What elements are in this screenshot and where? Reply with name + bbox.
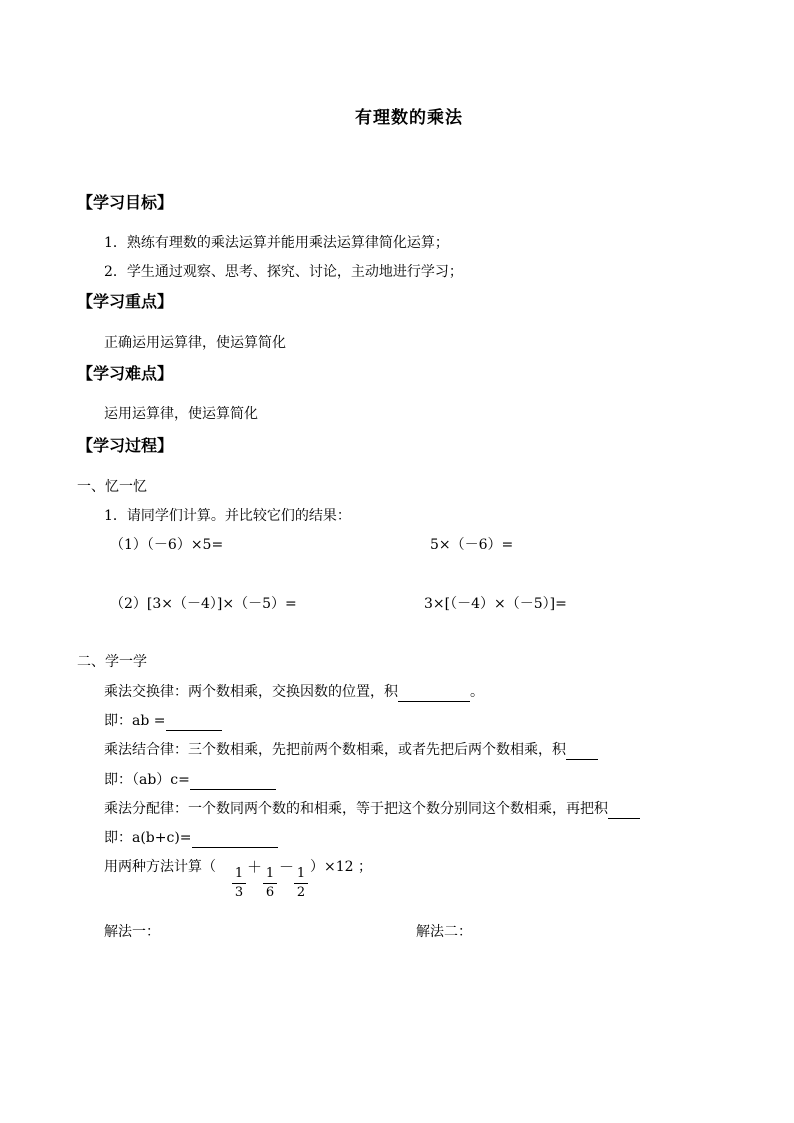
commutative-formula (104, 711, 222, 731)
calc-prefix: 用两种方法计算（ (104, 859, 216, 875)
section-1-task: 1．请同学们计算。并比较它们的结果： (104, 508, 351, 524)
associative-law (104, 740, 598, 760)
fraction-3-denominator: 2 (296, 885, 306, 900)
distributive-law (104, 799, 640, 819)
page-title: 有理数的乘法 (355, 108, 463, 128)
commutative-blank (398, 685, 470, 702)
goal-item-2: 2．学生通过观察、思考、探究、讨论，主动地进行学习； (104, 264, 463, 280)
associative-formula (104, 770, 276, 790)
commutative-law (104, 682, 484, 702)
distributive-formula (104, 828, 278, 848)
goal-item-1: 1．熟练有理数的乘法运算并能用乘法运算律简化运算； (104, 235, 449, 251)
commutative-formula-blank (166, 714, 222, 731)
key-heading: 【学习重点】 (77, 292, 174, 311)
question-1-right: 5×（－6）= (430, 537, 514, 553)
fraction-one-sixth (263, 866, 277, 901)
difficulty-heading: 【学习难点】 (77, 364, 174, 383)
fraction-3-numerator: 1 (294, 866, 308, 884)
distributive-blank (608, 802, 640, 819)
fraction-2-denominator: 6 (265, 885, 275, 900)
fraction-one-half (294, 866, 308, 901)
method-2-label: 解法二： (416, 924, 472, 940)
commutative-end: 。 (470, 684, 484, 700)
fraction-1-numerator: 1 (232, 866, 246, 884)
key-text: 正确运用运算律，使运算简化 (104, 335, 286, 351)
section-2-title: 二、学一学 (77, 654, 147, 670)
fraction-2-numerator: 1 (263, 866, 277, 884)
associative-formula-text: 即：（ab）c= (104, 772, 190, 788)
fraction-1-denominator: 3 (234, 885, 244, 900)
commutative-text: 乘法交换律：两个数相乘，交换因数的位置，积 (104, 684, 398, 700)
calc-suffix: ）×12 ； (310, 859, 372, 875)
process-heading: 【学习过程】 (77, 436, 174, 455)
distributive-formula-text: 即：a(b+c)= (104, 830, 192, 846)
distributive-formula-blank (192, 831, 278, 848)
associative-text: 乘法结合律：三个数相乘，先把前两个数相乘，或者先把后两个数相乘，积 (104, 742, 566, 758)
goals-heading: 【学习目标】 (77, 193, 174, 212)
associative-formula-blank (190, 773, 276, 790)
question-2-left: （2）[3×（－4）]×（－5）= (110, 596, 297, 612)
fraction-one-third (232, 866, 246, 901)
difficulty-text: 运用运算律，使运算简化 (104, 406, 258, 422)
method-1-label: 解法一： (104, 924, 160, 940)
question-2-right: 3×[（－4）×（－5）]= (424, 596, 567, 612)
commutative-formula-text: 即：ab = (104, 713, 166, 729)
question-1-left: （1）（－6）×5= (110, 537, 224, 553)
associative-blank (566, 743, 598, 760)
section-1-title: 一、忆一忆 (77, 479, 147, 495)
minus-sign: － (279, 858, 295, 876)
plus-sign: ＋ (247, 858, 263, 876)
distributive-text: 乘法分配律：一个数同两个数的和相乘，等于把这个数分别同这个数相乘，再把积 (104, 801, 608, 817)
